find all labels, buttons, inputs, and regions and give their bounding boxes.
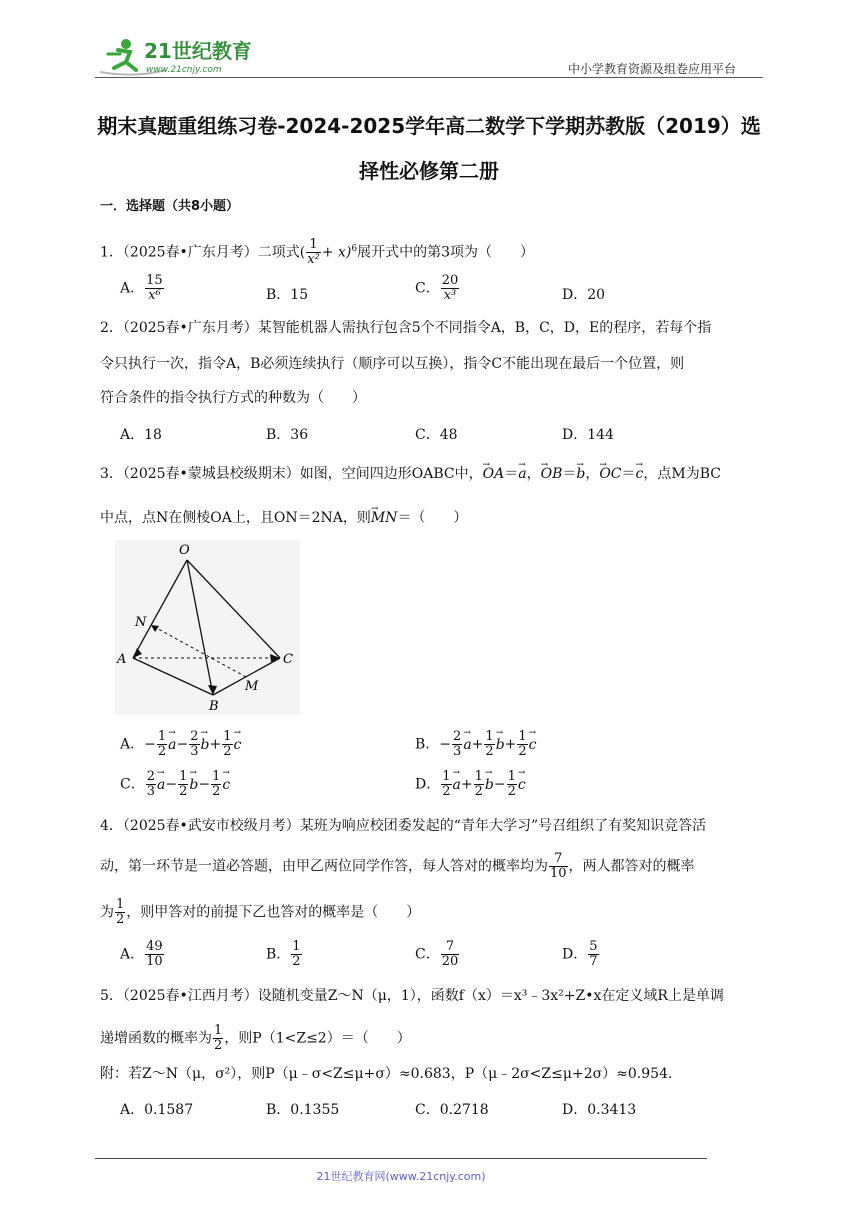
q1-option-b: B．15 [266, 287, 309, 303]
question-4-line1: 4．（2025春•武安市校级月考）某班为响应校团委发起的“青年大学习”号召组织了有奖知识竞答活 [100, 818, 707, 834]
fraction: $\frac{1}{\text{x²}}$ [307, 237, 320, 267]
question-2-line2: 令只执行一次，指令A，B必须连续执行（顺序可以互换），指令C不能出现在最后一个位置，则 [100, 356, 685, 372]
q1-option-c: C． $\frac{20}{\text{x³}}$ [415, 273, 459, 303]
label-C: C [283, 652, 293, 667]
footer-link[interactable]: 21世纪教育网(www.21cnjy.com) [316, 1170, 486, 1183]
q1-option-d: D．20 [562, 287, 606, 303]
q4-option-b: B． $\frac{1}{2}$ [266, 939, 301, 969]
q5-option-a: A．0.1587 [120, 1102, 194, 1118]
svg-text:www.21cnjy.com: www.21cnjy.com [146, 65, 222, 75]
question-4-line3: 为 $\frac{1}{2}$ ，则甲答对的前提下乙也答对的概率是（ ） [100, 897, 421, 927]
header-divider [95, 77, 763, 78]
tetrahedron-figure [115, 540, 300, 715]
svg-text:21世纪教育: 21世纪教育 [144, 39, 252, 63]
label-B: B [209, 699, 219, 714]
footer-divider [95, 1158, 707, 1159]
section-heading: 一．选择题（共8小题） [100, 199, 240, 214]
q2-option-b: B．36 [266, 427, 309, 443]
q3-option-d: D． $\frac{1}{2}$ → a+ $\frac{1}{2}$ → b− $\frac{1}{2}$ → c [415, 770, 526, 799]
site-logo [96, 32, 266, 80]
question-3-line2: 中点，点N在侧棱OA上，且ON＝2NA，则→ MN＝（ ） [100, 508, 765, 528]
page-title-line2: 择性必修第二册 [359, 159, 499, 183]
q4-option-c: C． $\frac{7}{20}$ [415, 939, 459, 969]
question-4-line2: 动，第一环节是一道必答题，由甲乙两位同学作答，每人答对的概率均为 $\frac{7}{10}$ ，两人都答对的概率 [100, 851, 695, 881]
platform-tagline: 中小学教育资源及组卷应用平台 [568, 62, 737, 76]
q3-option-a: A．− $\frac{1}{2}$ → a− $\frac{2}{3}$ → b+ $\frac{1}{2}$ → c [120, 730, 241, 759]
q2-option-a: A．18 [120, 427, 162, 443]
q2-option-d: D．144 [562, 427, 614, 443]
question-2-line3: 符合条件的指令执行方式的种数为（ ） [100, 390, 366, 406]
question-5-line2: 递增函数的概率为 $\frac{1}{2}$ ，则P（1<Z≤2）＝（ ） [100, 1023, 411, 1053]
q5-option-d: D．0.3413 [562, 1102, 637, 1118]
question-1-stem: 1．（2025春•广东月考）二项式( $\frac{1}{\text{x²}}$ + x)$^6$展开式中的第3项为（ ） [100, 237, 535, 267]
q1-option-a: A． $\frac{15}{\text{x⁶}}$ [120, 273, 163, 303]
q2-option-c: C．48 [415, 427, 458, 443]
q3-option-b: B．− $\frac{2}{3}$ → a+ $\frac{1}{2}$ → b+ $\frac{1}{2}$ → c [415, 730, 537, 759]
label-N: N [135, 615, 147, 630]
q4-option-a: A． $\frac{49}{10}$ [120, 939, 163, 969]
question-3-line1: 3．（2025春•蒙城县校级期末）如图，空间四边形OABC中，→ OA＝→ a，→ OB＝→ b，→ OC＝→ c，点M为BC [100, 464, 765, 484]
label-A: A [117, 652, 127, 667]
runner-icon [96, 32, 266, 80]
label-M: M [245, 679, 259, 694]
question-5-line1: 5．（2025春•江西月考）设随机变量Z～N（μ，1），函数f（x）＝x³﹣3x²+Z•x在定义域R上是单调 [100, 988, 724, 1004]
question-2-line1: 2．（2025春•广东月考）某智能机器人需执行包含5个不同指令A，B，C，D，E的程序，若每个指 [100, 320, 712, 336]
q5-option-b: B．0.1355 [266, 1102, 340, 1118]
q4-option-d: D． $\frac{5}{7}$ [562, 939, 598, 969]
page-title-line1: 期末真题重组练习卷-2024-2025学年高二数学下学期苏教版（2019）选 [97, 114, 761, 138]
question-5-line3: 附：若Z～N（μ，σ²），则P（μ﹣σ<Z≤μ+σ）≈0.683，P（μ﹣2σ<Z≤μ+2σ）≈0.954． [100, 1066, 682, 1082]
label-O: O [179, 543, 190, 558]
q5-option-c: C．0.2718 [415, 1102, 489, 1118]
q3-option-c: C． $\frac{2}{3}$ → a− $\frac{1}{2}$ → b− $\frac{1}{2}$ → c [120, 770, 230, 799]
